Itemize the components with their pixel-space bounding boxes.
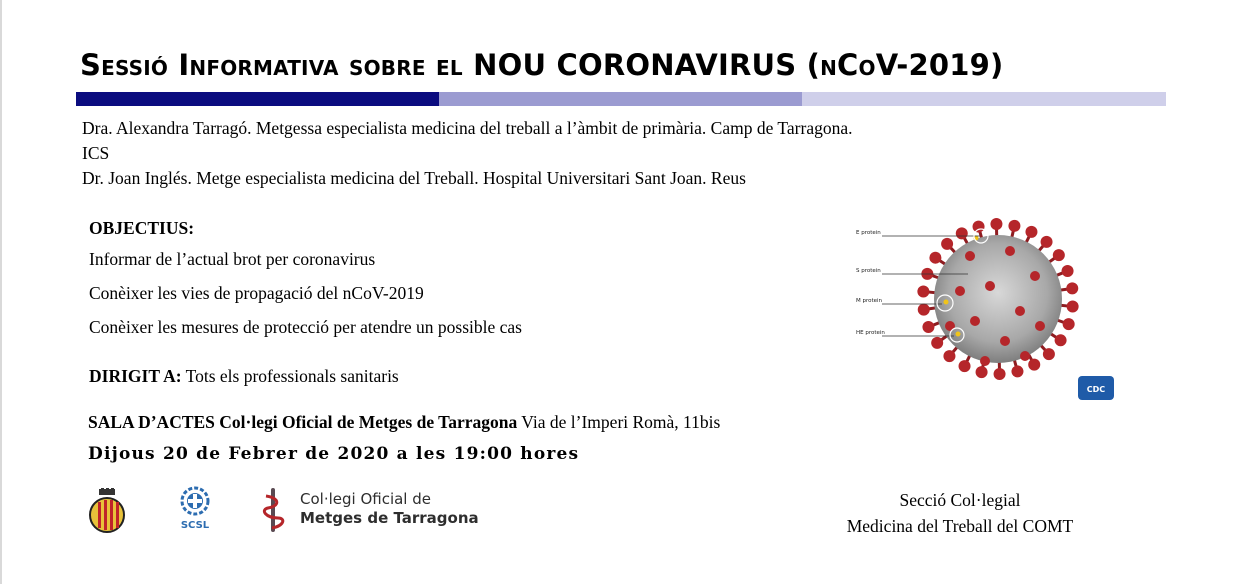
coronavirus-illustration [850, 196, 1120, 406]
title-color-bar [76, 92, 1166, 106]
virus-surface-spike [1035, 321, 1045, 331]
cdc-badge [1078, 376, 1114, 400]
virus-spike-head [959, 360, 971, 372]
comt-logo-text [300, 490, 479, 528]
virus-spike-head [943, 350, 955, 362]
virus-spike-head [1008, 220, 1020, 232]
virus-spike-head [1025, 226, 1037, 238]
organizing-section [810, 487, 1110, 539]
section-line-1: Secció Col·legial [899, 490, 1021, 510]
event-date: Dijous 20 de Febrer de 2020 a les 19:00 hores [88, 444, 580, 464]
comt-logo-line-1: Col·legi Oficial de [300, 490, 431, 508]
virus-spike-head [994, 368, 1006, 380]
protein-label: S protein [856, 268, 881, 274]
speaker-2: Dr. Joan Inglés. Metge especialista medicina del Treball. Hospital Universitari Sant Joan. Reus [82, 168, 746, 188]
scsl-logo-text: SCSL [180, 520, 210, 531]
virus-spike-head [990, 218, 1002, 230]
venue-line [88, 412, 720, 433]
virus-spike-head [929, 252, 941, 264]
virus-spike-head [1011, 365, 1023, 377]
objectives-heading: OBJECTIUS: [89, 218, 195, 238]
venue-address: Via de l’Imperi Romà, 11bis [517, 412, 721, 432]
virus-spike-head [1066, 282, 1078, 294]
virus-spike-head [973, 221, 985, 233]
cdc-badge-text: CDC [1086, 385, 1106, 394]
virus-surface-spike [1015, 306, 1025, 316]
virus-spike-head [1043, 348, 1055, 360]
virus-surface-spike [965, 251, 975, 261]
virus-spike-head [1067, 300, 1079, 312]
color-bar-light-segment [802, 92, 1166, 106]
virus-spike-head [931, 337, 943, 349]
speakers-block [82, 116, 882, 191]
protein-label: M protein [856, 298, 883, 304]
title-part-3: (nCoV-2019) [806, 48, 1004, 82]
objective-item: Conèixer les vies de propagació del nCoV-2019 [89, 283, 424, 303]
virus-surface-spike [985, 281, 995, 291]
virus-spike-head [1063, 318, 1075, 330]
title-part-2: NOU CORONAVIRUS [473, 48, 807, 82]
section-line-2: Medicina del Treball del COMT [846, 516, 1074, 536]
venue-name: SALA D’ACTES Col·legi Oficial de Metges de Tarragona [88, 412, 518, 432]
page-edge-line [0, 0, 2, 584]
speaker-1: Dra. Alexandra Tarragó. Metgessa especialista medicina del treball a l’àmbit de primària. Camp de Tarragona. ICS [82, 118, 853, 163]
color-bar-mid-segment [439, 92, 802, 106]
virus-spike-head [1062, 265, 1074, 277]
virus-protein-marker [944, 300, 949, 305]
virus-spike-head [1028, 359, 1040, 371]
virus-surface-spike [1020, 351, 1030, 361]
virus-spike-head [976, 366, 988, 378]
title-part-1: Sessió Informativa sobre el [80, 48, 474, 82]
virus-protein-marker [956, 332, 961, 337]
virus-surface-spike [955, 286, 965, 296]
audience-label: DIRIGIT A: [89, 366, 182, 386]
virus-spike-head [917, 286, 929, 298]
audience-line [89, 366, 399, 387]
virus-spike-head [1041, 236, 1053, 248]
objectives-block [89, 218, 522, 351]
page-title [80, 48, 1180, 82]
objective-item: Informar de l’actual brot per coronavirus [89, 249, 376, 269]
virus-surface-spike [1030, 271, 1040, 281]
comt-logo-line-2: Metges de Tarragona [300, 509, 479, 527]
virus-surface-spike [980, 356, 990, 366]
virus-spike-head [918, 304, 930, 316]
color-bar-dark-segment [76, 92, 439, 106]
virus-body [934, 235, 1062, 363]
objective-item: Conèixer les mesures de protecció per atendre un possible cas [89, 317, 522, 337]
virus-surface-spike [1000, 336, 1010, 346]
coat-of-arms-logo [86, 488, 128, 534]
virus-spike-head [1053, 249, 1065, 261]
protein-label: E protein [856, 230, 881, 236]
virus-spike-head [1055, 334, 1067, 346]
virus-spike-head [956, 227, 968, 239]
virus-surface-spike [970, 316, 980, 326]
audience-value: Tots els professionals sanitaris [181, 366, 399, 386]
virus-surface-spike [1005, 246, 1015, 256]
virus-spike-head [941, 238, 953, 250]
virus-spike-head [922, 321, 934, 333]
protein-label: HE protein [856, 330, 885, 336]
